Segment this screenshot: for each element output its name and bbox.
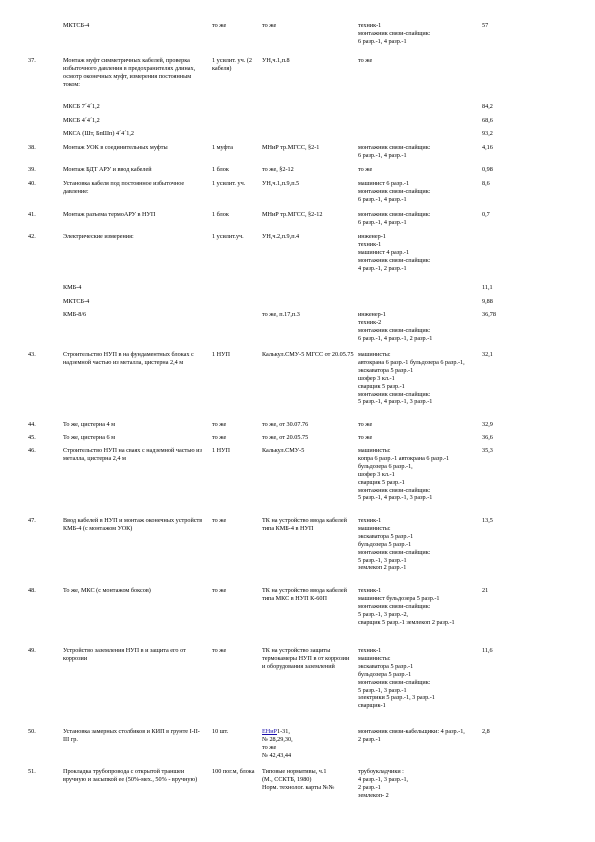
crew-composition: машинист 6 разр.-1 монтажник связи-спайщик: 6 разр.-1, 4 разр.-1 bbox=[358, 180, 431, 203]
crew-composition: техник-1 машинист бульдозера 5 разр.-1 монтажник связи-спайщик: 5 разр.-1, 3 разр.-2, сварщик 5 разр.-1 землекоп 2 разр.-1 bbox=[358, 587, 455, 626]
work-name: Установка кабеля под постоянное избыточное давление: bbox=[63, 180, 185, 195]
unit-of-measure: 1 усилит.уч. bbox=[212, 233, 244, 240]
unit-of-measure: то же bbox=[212, 587, 227, 594]
time-norm: 4,16 bbox=[482, 144, 493, 151]
unit-of-measure: 100 пог.м, блока bbox=[212, 768, 255, 775]
crew-composition: то же bbox=[358, 57, 373, 64]
work-name: МКТСБ-4 bbox=[63, 298, 90, 305]
row-number: 48. bbox=[28, 587, 36, 594]
time-norm: 2,8 bbox=[482, 728, 490, 735]
crew-composition: монтажник связи-спайщик: 6 разр.-1, 4 разр.-1 bbox=[358, 211, 431, 226]
norm-reference: то же bbox=[262, 22, 277, 29]
time-norm: 8,6 bbox=[482, 180, 490, 187]
crew-composition: инженер-1 техник-1 машинист 4 разр.-1 монтажник связи-спайщик: 4 разр.-1, 2 разр.-1 bbox=[358, 233, 431, 272]
time-norm: 9,88 bbox=[482, 298, 493, 305]
crew-composition: то же bbox=[358, 434, 373, 441]
crew-composition: монтажник связи-кабельщики: 4 разр.-1, 2 разр.-1 bbox=[358, 728, 465, 743]
work-name: МКТСБ-4 bbox=[63, 22, 90, 29]
row-number: 37. bbox=[28, 57, 36, 64]
row-number: 47. bbox=[28, 517, 36, 524]
norm-reference: УН,ч.1,п.8 bbox=[262, 57, 290, 64]
unit-of-measure: то же bbox=[212, 517, 227, 524]
work-name: Установка замерных столбиков и КИП в грунте I-II-III гр. bbox=[63, 728, 200, 743]
unit-of-measure: то же bbox=[212, 434, 227, 441]
row-number: 50. bbox=[28, 728, 36, 735]
work-name: То же, цистерна 6 м bbox=[63, 434, 116, 441]
row-number: 51. bbox=[28, 768, 36, 775]
row-number: 44. bbox=[28, 421, 36, 428]
crew-composition: монтажник связи-спайщик: 6 разр.-1, 4 разр.-1 bbox=[358, 144, 431, 159]
norm-reference: ТК на устройство ввода кабелей типа КМБ-4 в НУП bbox=[262, 517, 347, 532]
unit-of-measure: 1 блок bbox=[212, 166, 229, 173]
unit-of-measure: 1 муфта bbox=[212, 144, 234, 151]
unit-of-measure: 1 НУП bbox=[212, 447, 230, 454]
time-norm: 36,78 bbox=[482, 311, 496, 318]
work-name: Электрические измерения: bbox=[63, 233, 134, 240]
norm-reference: ТК на устройство защиты термокамеры НУП в от коррозии и оборудования заземлений bbox=[262, 647, 350, 670]
norm-reference-text: 1-31, № 28,29,30, то же № 42,43,44 bbox=[262, 728, 293, 759]
row-number: 42. bbox=[28, 233, 36, 240]
norm-reference: УН,ч.2,п.9,п.4 bbox=[262, 233, 300, 240]
norm-reference: то же, п.17,п.3 bbox=[262, 311, 300, 318]
crew-composition: то же bbox=[358, 166, 373, 173]
row-number: 46. bbox=[28, 447, 36, 454]
unit-of-measure: 10 шт. bbox=[212, 728, 229, 735]
norm-reference: Калькул.СМУ-5 МГСС от 20.05.75 bbox=[262, 351, 354, 358]
time-norm: 84,2 bbox=[482, 103, 493, 110]
work-name: КМБ-4 bbox=[63, 284, 82, 291]
time-norm: 32,9 bbox=[482, 421, 493, 428]
row-number: 40. bbox=[28, 180, 36, 187]
time-norm: 57 bbox=[482, 22, 489, 29]
norm-reference: МНиР тр.МГСС, §2-12 bbox=[262, 211, 323, 218]
time-norm: 11,6 bbox=[482, 647, 493, 654]
time-norm: 11,1 bbox=[482, 284, 493, 291]
crew-composition: то же bbox=[358, 421, 373, 428]
norm-reference: ТК на устройство ввода кабелей типа МКС в НУП К-60П bbox=[262, 587, 347, 602]
unit-of-measure: 1 усилит. уч. bbox=[212, 180, 246, 187]
work-name: МКСА (Шт, БпШп) 4´4´1,2 bbox=[63, 130, 135, 137]
work-name: Монтаж муфт симметричных кабелей, проверка избыточного давления в предохранителях длинах, осмотр оконечных муфт, измерения постоянным током: bbox=[63, 57, 196, 88]
work-name: То же, МКС (с монтажом боксов) bbox=[63, 587, 151, 594]
time-norm: 36,6 bbox=[482, 434, 493, 441]
norm-reference: то же, §2-12 bbox=[262, 166, 294, 173]
work-name: МКСБ 4´4´1,2 bbox=[63, 117, 100, 124]
crew-composition: трубоукладчики : 4 разр.-1, 3 разр.-1, 2 разр.-1 землекоп- 2 bbox=[358, 768, 409, 799]
work-name: КМБ-8/6 bbox=[63, 311, 87, 318]
work-name: Строительство НУП в на фундаментных блоках с надземной частью из металла, цистерна 2,4 м bbox=[63, 351, 194, 366]
row-number: 38. bbox=[28, 144, 36, 151]
norm-reference: Калькул.СМУ-5 bbox=[262, 447, 305, 454]
time-norm: 0,98 bbox=[482, 166, 493, 173]
unit-of-measure: то же bbox=[212, 421, 227, 428]
norm-reference: МНиР тр.МГСС, §2-1 bbox=[262, 144, 320, 151]
row-number: 45. bbox=[28, 434, 36, 441]
norm-reference: то же, от 30.07.76 bbox=[262, 421, 309, 428]
row-number: 43. bbox=[28, 351, 36, 358]
row-number: 41. bbox=[28, 211, 36, 218]
work-name: То же, цистерна 4 м bbox=[63, 421, 116, 428]
norm-reference: УН,ч.1,п.9,п.5 bbox=[262, 180, 300, 187]
norm-reference: то же, от 20.05.75 bbox=[262, 434, 309, 441]
time-norm: 35,3 bbox=[482, 447, 493, 454]
enir-link[interactable]: ЕНиР bbox=[262, 728, 278, 735]
time-norm: 93,2 bbox=[482, 130, 493, 137]
crew-composition: машинисты: автокрана 6 разр.-1 бульдозера 6 разр.-1, экскаватора 5 разр.-1 шофер 3 кл.-1 сварщик 5 разр.-1 монтажник связи-спайщик: 5 разр.-1, 4 разр.-1, 3 разр.-1 bbox=[358, 351, 465, 406]
unit-of-measure: 1 усилит. уч. (2 кабеля) bbox=[212, 57, 252, 72]
unit-of-measure: 1 НУП bbox=[212, 351, 230, 358]
time-norm: 32,1 bbox=[482, 351, 493, 358]
time-norm: 21 bbox=[482, 587, 489, 594]
crew-composition: инженер-1 техник-2 монтажник связи-спайщик: 6 разр.-1, 4 разр.-1, 2 разр.-1 bbox=[358, 311, 433, 342]
time-norm: 0,7 bbox=[482, 211, 490, 218]
crew-composition: машинисты: копра 6 разр.-1 автокрана 6 разр.-1 бульдозера 6 разр.-1, шофер 3 кл.-1 сварщик 5 разр.-1 монтажник связи-спайщик: 5 разр.-1, 4 разр.-1, 3 разр.-1 bbox=[358, 447, 450, 502]
unit-of-measure: то же bbox=[212, 22, 227, 29]
norm-reference bbox=[262, 728, 354, 760]
norm-reference: Типовые нормативы, ч.1 (М., ССКТБ, 1980) Норм. технолог. карты №№ bbox=[262, 768, 335, 791]
crew-composition: техник-1 машинисты: экскаватора 5 разр.-1 бульдозера 5 разр.-1 монтажник связи-спайщик: 5 разр.-1, 3 разр.-1 землекоп 2 разр.-1 bbox=[358, 517, 431, 572]
work-name: Прокладка трубопровода с открытой траншеи вручную и засыпкой ее (50%-мех., 50% - вручную) bbox=[63, 768, 198, 783]
crew-composition: техник-1 монтажник связи-спайщик: 6 разр.-1, 4 разр.-1 bbox=[358, 22, 431, 45]
work-name: Строительство НУП на сваях с надземной частью из металла, цистерна 2,4 м bbox=[63, 447, 202, 462]
work-name: Монтаж разъема термоАРУ в НУП bbox=[63, 211, 156, 218]
work-name: Монтаж БДТ АРУ и ввод кабелей bbox=[63, 166, 152, 173]
work-name: Устройство заземления НУП в и защита его от коррозии bbox=[63, 647, 186, 662]
work-name: Ввод кабелей в НУП и монтаж оконечных устройств КМБ-4 (с монтажом УОК) bbox=[63, 517, 203, 532]
work-name: Монтаж УОК в соединительных муфты bbox=[63, 144, 168, 151]
row-number: 39. bbox=[28, 166, 36, 173]
time-norm: 68,6 bbox=[482, 117, 493, 124]
work-name: МКСБ 7´4´1,2 bbox=[63, 103, 100, 110]
crew-composition: техник-1 машинисты: экскаватора 5 разр.-1 бульдозера 5 разр.-1 монтажник связи-спайщик: 5 разр.-1, 3 разр.-1 электрики 5 разр.-1, 3 разр.-1 сварщик-1 bbox=[358, 647, 435, 710]
row-number: 49. bbox=[28, 647, 36, 654]
unit-of-measure: то же bbox=[212, 647, 227, 654]
time-norm: 13,5 bbox=[482, 517, 493, 524]
unit-of-measure: 1 блок bbox=[212, 211, 229, 218]
